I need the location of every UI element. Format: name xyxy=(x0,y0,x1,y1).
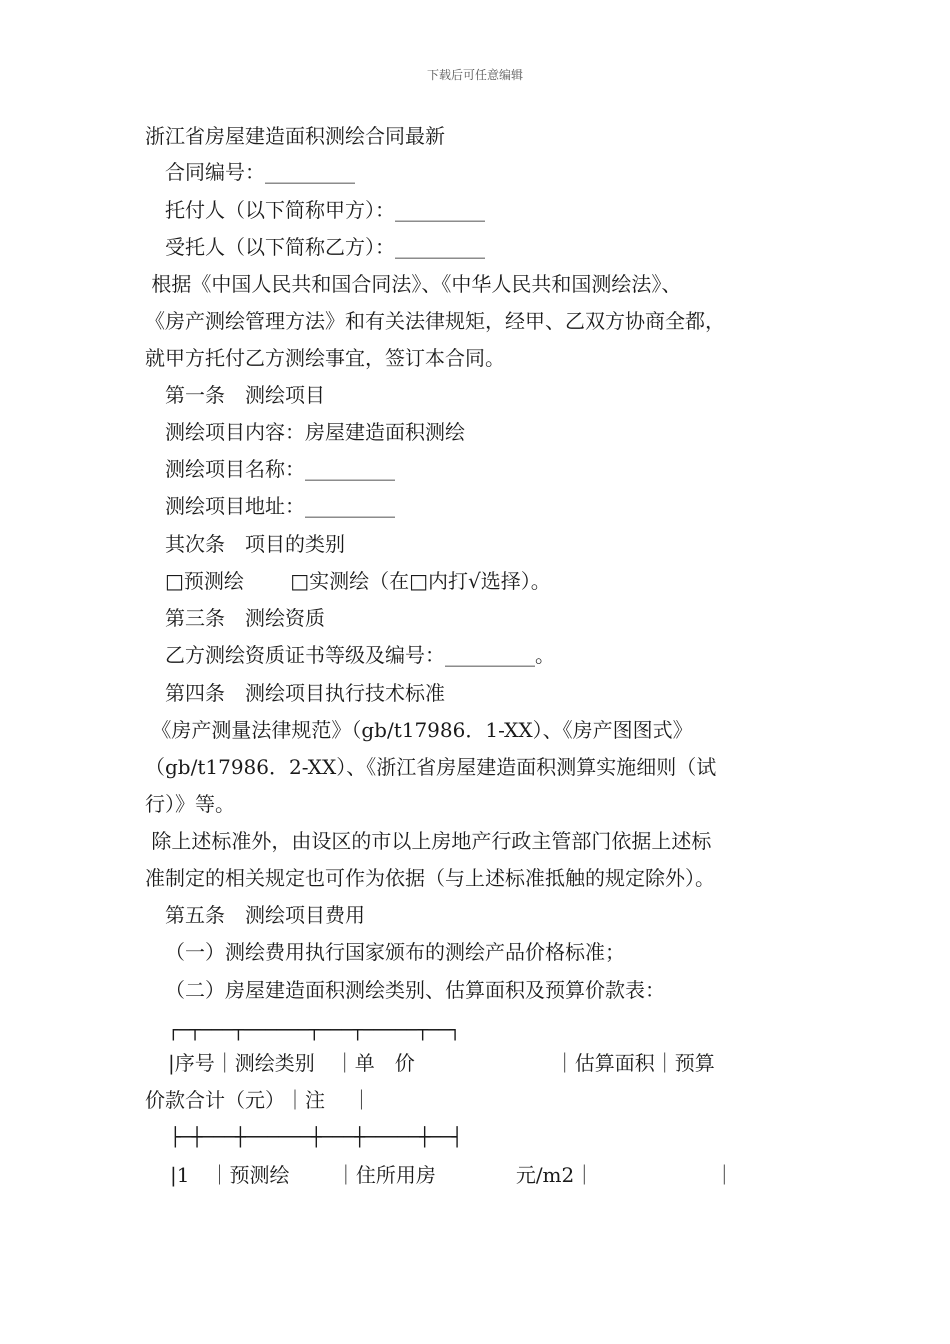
table-header-row: |序号｜测绘类别 ｜单 价 ｜估算面积｜预算 xyxy=(168,1051,715,1075)
contract-number-field: 合同编号：_________ xyxy=(165,160,355,184)
intro-paragraph-line: 就甲方托付乙方测绘事宜，签订本合同。 xyxy=(145,346,505,370)
table-row: |1 ｜预测绘 ｜住所用房 元/m2｜ ｜ xyxy=(170,1163,735,1187)
article-4-title: 第四条 测绘项目执行技术标准 xyxy=(165,681,445,705)
article-4-line: 除上述标准外，由设区的市以上房地产行政主管部门依据上述标 xyxy=(145,829,712,853)
article-4-line: （gb/t17986．2-XX）、《浙江省房屋建造面积测算实施细则（试 xyxy=(145,755,717,779)
table-border-top: ┌─┬───┬──────┬───┬─────┬──┐ xyxy=(168,1020,461,1041)
article-2-title: 其次条 项目的类别 xyxy=(165,532,345,556)
article-1-project-address: 测绘项目地址：_________ xyxy=(165,494,395,518)
article-5-item: （二）房屋建造面积测绘类别、估算面积及预算价款表： xyxy=(165,978,665,1002)
article-4-line: 《房产测量法律规范》（gb/t17986．1-XX）、《房产图图式》 xyxy=(145,718,693,742)
intro-paragraph-line: 《房产测绘管理方法》和有关法律规矩，经甲、乙双方协商全都， xyxy=(145,309,725,333)
page-header-note: 下载后可任意编辑 xyxy=(426,68,523,82)
intro-paragraph-line: 根据《中国人民共和国合同法》、《中华人民共和国测绘法》、 xyxy=(145,272,682,296)
article-3-content: 乙方测绘资质证书等级及编号：_________。 xyxy=(165,643,555,667)
article-4-line: 准制定的相关规定也可作为依据（与上述标准抵触的规定除外）。 xyxy=(145,866,715,890)
article-2-options: □预测绘 □实测绘（在□内打√选择）。 xyxy=(165,569,551,593)
document-title: 浙江省房屋建造面积测绘合同最新 xyxy=(145,124,445,148)
article-1-project-name: 测绘项目名称：_________ xyxy=(165,457,395,481)
article-5-title: 第五条 测绘项目费用 xyxy=(165,903,365,927)
article-3-title: 第三条 测绘资质 xyxy=(165,606,325,630)
article-1-title: 第一条 测绘项目 xyxy=(165,383,325,407)
article-5-item: （一）测绘费用执行国家颁布的测绘产品价格标准； xyxy=(165,940,625,964)
article-4-line: 行）》等。 xyxy=(145,792,235,816)
table-border-middle: ├─┼───┼──────┼───┼─────┼──┤ xyxy=(170,1127,463,1148)
client-party-field: 托付人（以下简称甲方）：_________ xyxy=(165,198,485,222)
trustee-party-field: 受托人（以下简称乙方）：_________ xyxy=(165,235,485,259)
article-1-content: 测绘项目内容：房屋建造面积测绘 xyxy=(165,420,465,444)
table-header-row: 价款合计（元）｜注 ｜ xyxy=(145,1088,372,1112)
